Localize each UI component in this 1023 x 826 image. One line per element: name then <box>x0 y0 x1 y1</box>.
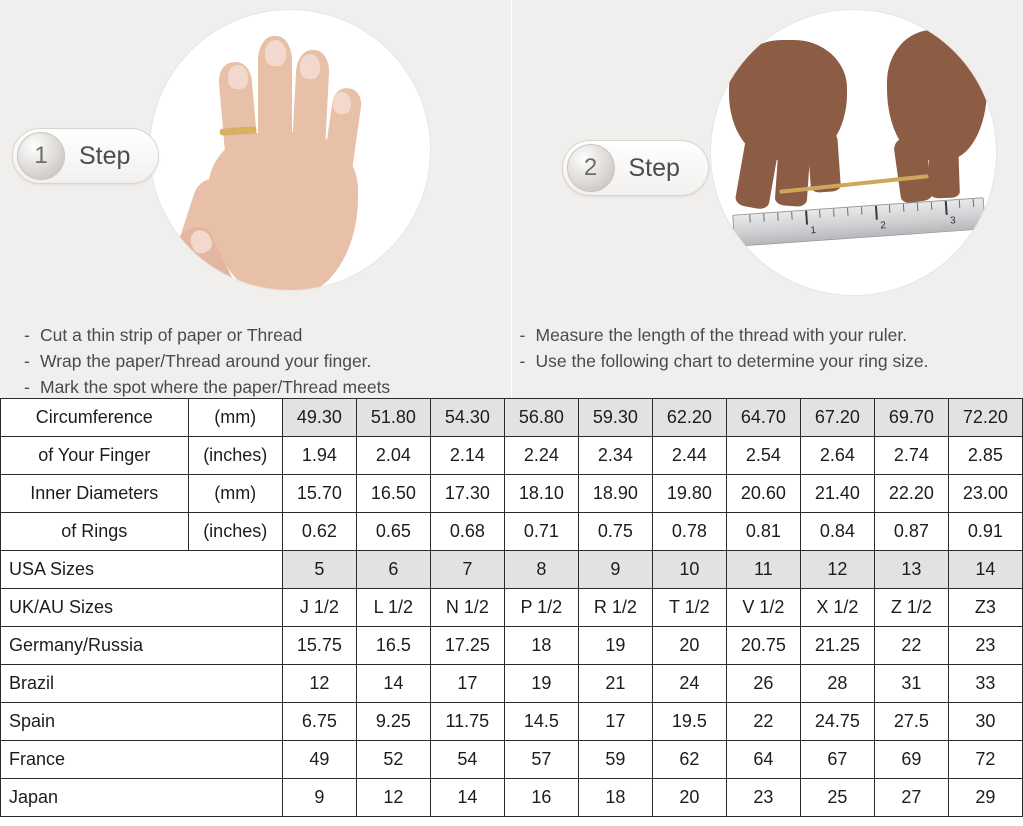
step-1-instruction-1: Cut a thin strip of paper or Thread <box>40 325 303 345</box>
cell: 20 <box>652 627 726 665</box>
cell: 6 <box>356 551 430 589</box>
cell: 0.71 <box>504 513 578 551</box>
step-panel-1 <box>0 0 511 398</box>
cell: 0.87 <box>874 513 948 551</box>
hand-illustration-2 <box>711 10 996 295</box>
cell: 25 <box>800 779 874 817</box>
steps-section <box>0 0 1023 398</box>
hand-illustration-1 <box>150 10 430 290</box>
cell: 64 <box>726 741 800 779</box>
cell: 21 <box>578 665 652 703</box>
cell: 9 <box>578 551 652 589</box>
cell: 52 <box>356 741 430 779</box>
cell: 0.81 <box>726 513 800 551</box>
cell: 72.20 <box>948 399 1022 437</box>
row-label-brazil: Brazil <box>1 665 283 703</box>
cell: T 1/2 <box>652 589 726 627</box>
row-label-uk-au: UK/AU Sizes <box>1 589 283 627</box>
cell: 0.91 <box>948 513 1022 551</box>
cell: 20 <box>652 779 726 817</box>
cell: V 1/2 <box>726 589 800 627</box>
cell: 23 <box>948 627 1022 665</box>
table-row <box>1 399 1023 437</box>
cell: 27 <box>874 779 948 817</box>
row-label-diameter-1: Inner Diameters <box>1 475 189 513</box>
cell: 54 <box>430 741 504 779</box>
row-label-circumference-2: of Your Finger <box>1 437 189 475</box>
row-label-germany-russia: Germany/Russia <box>1 627 283 665</box>
unit-circumference-mm: (mm) <box>188 399 282 437</box>
cell: 72 <box>948 741 1022 779</box>
cell: 27.5 <box>874 703 948 741</box>
cell: 12 <box>800 551 874 589</box>
row-label-spain: Spain <box>1 703 283 741</box>
row-label-usa: USA Sizes <box>1 551 283 589</box>
cell: 0.62 <box>282 513 356 551</box>
cell: 19 <box>504 665 578 703</box>
cell: 17 <box>430 665 504 703</box>
table-row <box>1 627 1023 665</box>
step-2-number: 2 <box>567 144 615 192</box>
cell: 31 <box>874 665 948 703</box>
cell: R 1/2 <box>578 589 652 627</box>
step-1-label: Step <box>79 141 131 170</box>
cell: 14 <box>356 665 430 703</box>
cell: 59.30 <box>578 399 652 437</box>
cell: 16 <box>504 779 578 817</box>
cell: 7 <box>430 551 504 589</box>
cell: 20.60 <box>726 475 800 513</box>
cell: 67.20 <box>800 399 874 437</box>
step-1-instruction-2: Wrap the paper/Thread around your finger. <box>40 351 372 371</box>
table-row <box>1 513 1023 551</box>
cell: 54.30 <box>430 399 504 437</box>
cell: 17.30 <box>430 475 504 513</box>
table-row <box>1 475 1023 513</box>
step-1-photo <box>150 10 430 290</box>
step-1-instructions: - Cut a thin strip of paper or Thread - Wrap the paper/Thread around your finger. - Mark the spot where the paper/Thread meets <box>24 325 391 397</box>
table-row <box>1 665 1023 703</box>
cell: Z 1/2 <box>874 589 948 627</box>
cell: 2.85 <box>948 437 1022 475</box>
cell: 57 <box>504 741 578 779</box>
cell: 0.68 <box>430 513 504 551</box>
cell: 0.84 <box>800 513 874 551</box>
row-label-diameter-2: of Rings <box>1 513 189 551</box>
step-1-badge <box>12 128 159 184</box>
cell: 11.75 <box>430 703 504 741</box>
table-row <box>1 589 1023 627</box>
cell: 62.20 <box>652 399 726 437</box>
cell: 18.90 <box>578 475 652 513</box>
unit-diameter-mm: (mm) <box>188 475 282 513</box>
cell: 19.5 <box>652 703 726 741</box>
cell: 0.65 <box>356 513 430 551</box>
table-row <box>1 741 1023 779</box>
cell: 0.75 <box>578 513 652 551</box>
cell: J 1/2 <box>282 589 356 627</box>
cell: 14 <box>430 779 504 817</box>
cell: 12 <box>282 665 356 703</box>
cell: 23 <box>726 779 800 817</box>
cell: 20.75 <box>726 627 800 665</box>
cell: 22.20 <box>874 475 948 513</box>
step-panel-2 <box>511 0 1023 398</box>
table-row <box>1 779 1023 817</box>
ruler-number-2: 2 <box>879 220 886 232</box>
cell: 16.50 <box>356 475 430 513</box>
cell: 17 <box>578 703 652 741</box>
step-2-instruction-1: Measure the length of the thread with your ruler. <box>535 325 908 345</box>
cell: 14.5 <box>504 703 578 741</box>
cell: 18 <box>504 627 578 665</box>
cell: 21.25 <box>800 627 874 665</box>
cell: 30 <box>948 703 1022 741</box>
cell: 9 <box>282 779 356 817</box>
cell: 21.40 <box>800 475 874 513</box>
cell: 69 <box>874 741 948 779</box>
cell: 33 <box>948 665 1022 703</box>
step-2-badge <box>562 140 709 196</box>
cell: 56.80 <box>504 399 578 437</box>
cell: 2.14 <box>430 437 504 475</box>
cell: 14 <box>948 551 1022 589</box>
step-2-photo <box>711 10 996 295</box>
cell: 49.30 <box>282 399 356 437</box>
cell: 2.44 <box>652 437 726 475</box>
cell: 0.78 <box>652 513 726 551</box>
cell: 23.00 <box>948 475 1022 513</box>
cell: Z3 <box>948 589 1022 627</box>
cell: 2.24 <box>504 437 578 475</box>
cell: 59 <box>578 741 652 779</box>
cell: 2.54 <box>726 437 800 475</box>
step-2-label: Step <box>628 153 680 182</box>
cell: 22 <box>726 703 800 741</box>
cell: 51.80 <box>356 399 430 437</box>
unit-diameter-inches: (inches) <box>188 513 282 551</box>
row-label-japan: Japan <box>1 779 283 817</box>
cell: 19.80 <box>652 475 726 513</box>
ruler-number-3: 3 <box>949 215 956 227</box>
ring-size-table <box>0 398 1023 817</box>
cell: P 1/2 <box>504 589 578 627</box>
cell: N 1/2 <box>430 589 504 627</box>
cell: 13 <box>874 551 948 589</box>
cell: 9.25 <box>356 703 430 741</box>
cell: 5 <box>282 551 356 589</box>
step-2-instructions: - Measure the length of the thread with your ruler. - Use the following chart to determine your ring size. <box>519 325 929 371</box>
cell: 18 <box>578 779 652 817</box>
cell: L 1/2 <box>356 589 430 627</box>
ruler <box>732 197 986 247</box>
row-label-circumference-1: Circumference <box>1 399 189 437</box>
cell: 29 <box>948 779 1022 817</box>
table-row <box>1 703 1023 741</box>
cell: 2.64 <box>800 437 874 475</box>
cell: 67 <box>800 741 874 779</box>
unit-circumference-inches: (inches) <box>188 437 282 475</box>
cell: 1.94 <box>282 437 356 475</box>
cell: 6.75 <box>282 703 356 741</box>
cell: 28 <box>800 665 874 703</box>
cell: 15.70 <box>282 475 356 513</box>
cell: 64.70 <box>726 399 800 437</box>
cell: 24.75 <box>800 703 874 741</box>
step-1-number: 1 <box>17 132 65 180</box>
cell: 12 <box>356 779 430 817</box>
ruler-number-1: 1 <box>809 225 816 237</box>
cell: 8 <box>504 551 578 589</box>
cell: X 1/2 <box>800 589 874 627</box>
cell: 26 <box>726 665 800 703</box>
cell: 16.5 <box>356 627 430 665</box>
table-row <box>1 551 1023 589</box>
cell: 2.34 <box>578 437 652 475</box>
cell: 19 <box>578 627 652 665</box>
cell: 11 <box>726 551 800 589</box>
cell: 10 <box>652 551 726 589</box>
cell: 49 <box>282 741 356 779</box>
cell: 24 <box>652 665 726 703</box>
cell: 22 <box>874 627 948 665</box>
step-1-instruction-3: Mark the spot where the paper/Thread meets <box>40 377 391 397</box>
cell: 2.74 <box>874 437 948 475</box>
table-row <box>1 437 1023 475</box>
cell: 69.70 <box>874 399 948 437</box>
cell: 2.04 <box>356 437 430 475</box>
cell: 62 <box>652 741 726 779</box>
cell: 15.75 <box>282 627 356 665</box>
cell: 18.10 <box>504 475 578 513</box>
step-2-instruction-2: Use the following chart to determine your ring size. <box>535 351 929 371</box>
row-label-france: France <box>1 741 283 779</box>
cell: 17.25 <box>430 627 504 665</box>
